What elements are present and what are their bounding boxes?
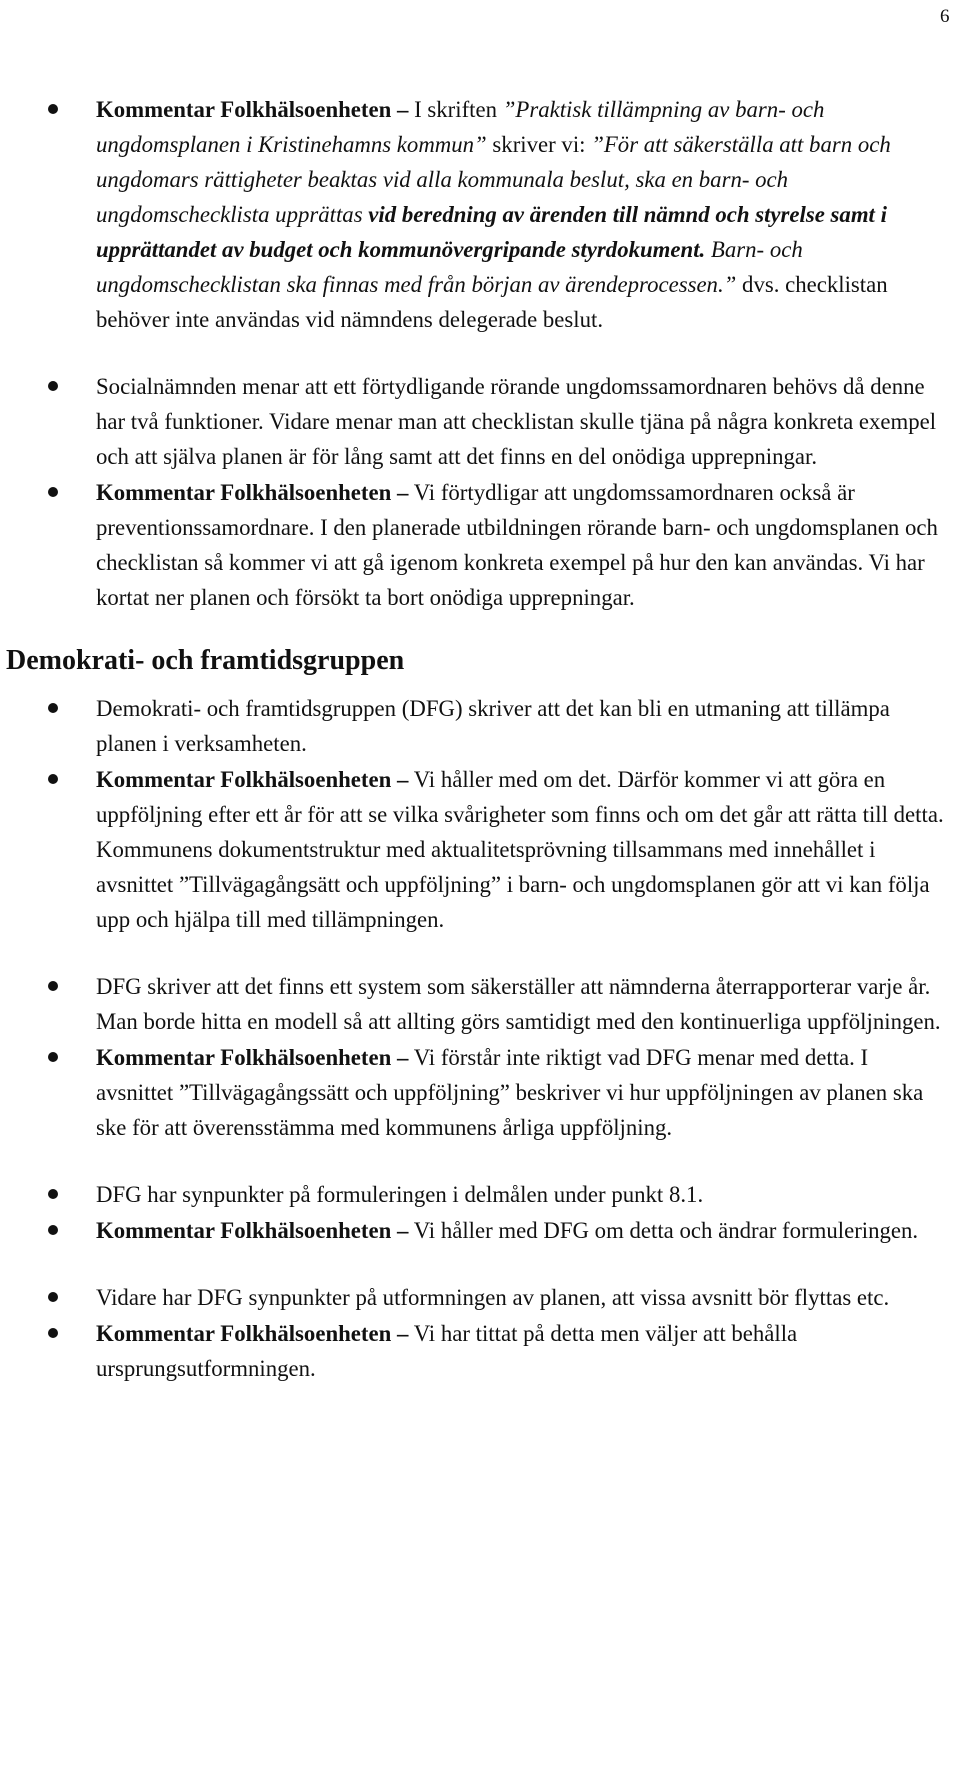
list-item-text: I skriften xyxy=(408,97,503,122)
list-item-text: Vidare har DFG synpunkter på utformningen av planen, att vissa avsnitt bör flyttas etc. xyxy=(96,1285,890,1310)
list-item-text: Vi håller med om det. Därför kommer vi att göra en uppföljning efter ett år för att se vilka svårigheter som finns och om det går att rätta till detta. Kommunens dokumentstruktur med aktualitetsprövning tillsammans med innehållet i avsnittet ”Tillvägagångsätt och uppföljning” i barn- och ungdomsplanen gör att vi kan följa upp och hjälpa till med tillämpningen. xyxy=(96,767,944,932)
list-item xyxy=(0,969,948,1039)
list-item xyxy=(0,762,948,937)
comment-label: Kommentar Folkhälsoenheten – xyxy=(96,1321,409,1346)
document-body xyxy=(0,92,948,1386)
comment-label: Kommentar Folkhälsoenheten – xyxy=(96,1218,409,1243)
page-number: 6 xyxy=(940,6,950,27)
list-item xyxy=(0,1177,948,1212)
list-item-text: Vi har tittat på detta men väljer att behålla ursprungsutformningen. xyxy=(96,1321,798,1381)
list-item xyxy=(0,1213,948,1248)
list-item xyxy=(0,369,948,474)
list-item xyxy=(0,1316,948,1386)
list-item-text: Vi förstår inte riktigt vad DFG menar med detta. I avsnittet ”Tillvägagångssätt och uppföljning” beskriver vi hur uppföljningen av planen ska ske för att överensstämma med kommunens årliga uppföljning. xyxy=(96,1045,924,1140)
quoted-title: ”Praktisk tillämpning av barn- och ungdomsplanen i Kristinehamns kommun” xyxy=(96,97,825,157)
comment-label: Kommentar Folkhälsoenheten – xyxy=(96,1045,409,1070)
comment-label: Kommentar Folkhälsoenheten – xyxy=(96,97,409,122)
list-item-text: dvs. checklistan behöver inte användas vid nämndens delegerade beslut. xyxy=(96,272,888,332)
list-item-text: Demokrati- och framtidsgruppen (DFG) skriver att det kan bli en utmaning att tillämpa planen i verksamheten. xyxy=(96,696,890,756)
list-item-text: Vi förtydligar att ungdomssamordnaren också är preventionssamordnare. I den planerade utbildningen rörande barn- och ungdomsplanen och checklistan så kommer vi att gå igenom konkreta exempel på hur den kan användas. Vi har kortat ner planen och försökt ta bort onödiga upprepningar. xyxy=(96,480,938,610)
quoted-text: ”För att säkerställa att barn och ungdomars rättigheter beaktas vid alla kommunala beslut, ska en barn- och ungdomschecklista upprättas xyxy=(96,132,891,227)
list-item-text: DFG skriver att det finns ett system som säkerställer att nämnderna återrapporterar varje år. Man borde hitta en modell så att allting görs samtidigt med den kontinuerliga uppföljningen. xyxy=(96,974,941,1034)
list-item xyxy=(0,691,948,761)
section-heading: Demokrati- och framtidsgruppen xyxy=(6,645,405,676)
quoted-text-bold: vid beredning av ärenden till nämnd och styrelse samt i upprättandet av budget och kommunövergripande styrdokument. xyxy=(96,202,887,262)
comment-label: Kommentar Folkhälsoenheten – xyxy=(96,767,409,792)
comment-label: Kommentar Folkhälsoenheten – xyxy=(96,480,409,505)
list-item-text: DFG har synpunkter på formuleringen i delmålen under punkt 8.1. xyxy=(96,1182,704,1207)
list-item xyxy=(0,1040,948,1145)
list-item xyxy=(0,475,948,615)
list-item-text: Vi håller med DFG om detta och ändrar formuleringen. xyxy=(408,1218,919,1243)
quoted-text: Barn- och ungdomschecklistan ska finnas med från början av ärendeprocessen.” xyxy=(96,237,803,297)
list-item-text: Socialnämnden menar att ett förtydligande rörande ungdomssamordnaren behövs då denne har två funktioner. Vidare menar man att checklistan skulle tjäna på några konkreta exempel och att själva planen är för lång samt att det finns en del onödiga upprepningar. xyxy=(96,374,937,469)
list-item xyxy=(0,92,948,337)
list-item-text: skriver vi: xyxy=(486,132,592,157)
list-item xyxy=(0,1280,948,1315)
